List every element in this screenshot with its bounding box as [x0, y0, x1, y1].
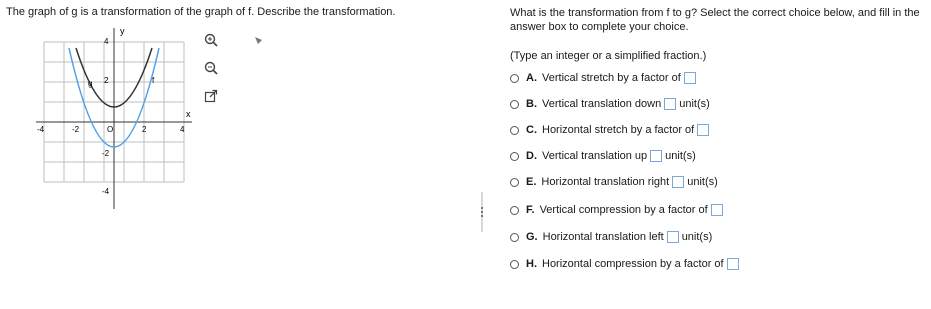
y-tick-neg4: -4	[102, 187, 110, 196]
x-tick-2: 2	[142, 125, 147, 134]
choice-letter: F.	[526, 204, 535, 216]
x-tick-neg2: -2	[72, 125, 80, 134]
origin-label: O	[107, 125, 114, 134]
g-label: g	[88, 79, 93, 88]
choice-letter: E.	[526, 176, 537, 188]
external-link-icon[interactable]	[203, 88, 219, 104]
y-tick-neg2: -2	[102, 149, 110, 158]
choice-letter: H.	[526, 258, 537, 270]
choice-suffix: unit(s)	[681, 231, 713, 243]
answer-box[interactable]	[727, 258, 739, 270]
choice-g[interactable]	[510, 229, 712, 245]
answer-box[interactable]	[650, 150, 662, 162]
choice-e[interactable]	[510, 174, 718, 190]
tiny-pointer-icon	[255, 32, 263, 50]
choice-text: Vertical translation down	[542, 98, 662, 110]
answer-box[interactable]	[711, 204, 723, 216]
choice-letter: C.	[526, 124, 537, 136]
left-question-text: The graph of g is a transformation of the graph of f. Describe the transformation.	[6, 6, 396, 18]
answer-hint: (Type an integer or a simplified fraction.)	[510, 50, 707, 62]
radio-button[interactable]	[510, 100, 519, 109]
choice-text: Vertical translation up	[542, 150, 648, 162]
choice-h[interactable]	[510, 256, 739, 272]
choice-letter: A.	[526, 72, 537, 84]
x-axis-label: x	[186, 109, 191, 119]
choice-c[interactable]	[510, 122, 709, 138]
radio-button[interactable]	[510, 126, 519, 135]
choice-letter: G.	[526, 231, 538, 243]
choice-suffix: unit(s)	[687, 176, 718, 188]
choice-letter: D.	[526, 150, 537, 162]
choice-text: Horizontal compression by a factor of	[542, 258, 724, 270]
graph-panel	[34, 26, 194, 211]
x-tick-4: 4	[180, 125, 185, 134]
answer-box[interactable]	[664, 98, 676, 110]
choice-f[interactable]	[510, 202, 723, 218]
answer-box[interactable]	[697, 124, 709, 136]
y-tick-4: 4	[104, 37, 109, 46]
graph-tools	[203, 32, 223, 116]
y-tick-2: 2	[104, 76, 109, 85]
f-label: f	[152, 76, 155, 85]
choice-text: Horizontal translation right	[541, 176, 670, 188]
radio-button[interactable]	[510, 233, 519, 242]
y-axis-label: y	[120, 26, 125, 36]
zoom-in-icon[interactable]	[203, 32, 219, 48]
choice-suffix: unit(s)	[665, 150, 696, 162]
choice-text: Vertical stretch by a factor of	[542, 72, 681, 84]
graph-svg	[34, 26, 194, 211]
radio-button[interactable]	[510, 74, 519, 83]
answer-box[interactable]	[667, 231, 679, 243]
answer-box[interactable]	[672, 176, 684, 188]
radio-button[interactable]	[510, 260, 519, 269]
choice-b[interactable]	[510, 96, 710, 112]
choice-d[interactable]	[510, 148, 696, 164]
radio-button[interactable]	[510, 152, 519, 161]
choice-suffix: unit(s)	[679, 98, 710, 110]
right-question-text: What is the transformation from f to g? Select the correct choice below, and fill in the answer box to complete your choice.	[510, 7, 920, 33]
choice-text: Horizontal translation left	[542, 231, 664, 243]
choice-text: Horizontal stretch by a factor of	[542, 124, 695, 136]
choice-letter: B.	[526, 98, 537, 110]
radio-button[interactable]	[510, 178, 519, 187]
choice-a[interactable]	[510, 70, 696, 86]
panel-resize-handle[interactable]	[480, 192, 484, 232]
x-tick-neg4: -4	[37, 125, 45, 134]
choice-text: Vertical compression by a factor of	[539, 204, 708, 216]
zoom-out-icon[interactable]	[203, 60, 219, 76]
answer-box[interactable]	[684, 72, 696, 84]
radio-button[interactable]	[510, 206, 519, 215]
